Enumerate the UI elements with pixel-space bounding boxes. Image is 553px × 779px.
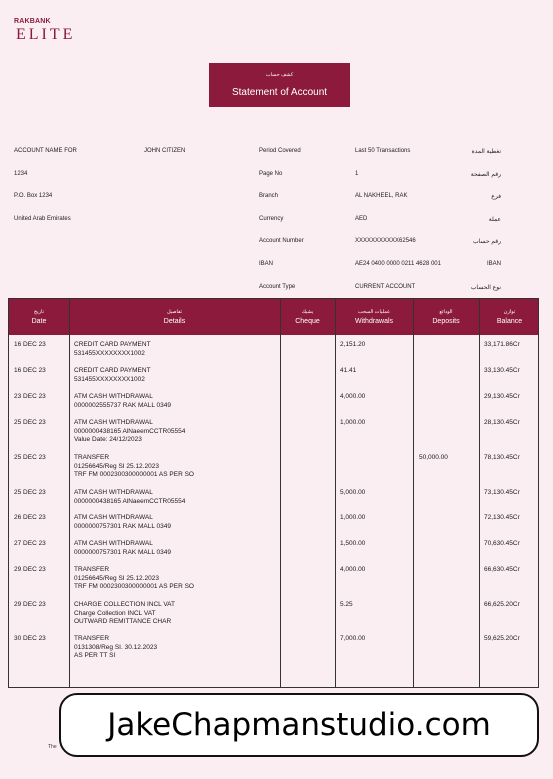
title-arabic: كشف حساب bbox=[265, 72, 294, 78]
column-header-arabic: الودائع bbox=[439, 309, 453, 315]
detail-line: 01256645/Reg SI 25.12.2023 bbox=[74, 574, 159, 582]
detail-line: 531455XXXXXXXX1002 bbox=[74, 375, 145, 383]
column-header bbox=[69, 299, 280, 335]
column-header-english: Balance bbox=[496, 318, 523, 325]
column-divider bbox=[335, 299, 336, 687]
cell-withdrawal: 5,000.00 bbox=[340, 489, 366, 496]
detail-line: ATM CASH WITHDRAWAL bbox=[74, 540, 153, 547]
detail-label: Account Type bbox=[259, 284, 296, 290]
detail-line: ATM CASH WITHDRAWAL bbox=[74, 419, 153, 426]
account-name-value: JOHN CITIZEN bbox=[144, 148, 186, 154]
cell-balance: 33,130.45Cr bbox=[484, 367, 520, 374]
detail-line: TRF FM 0002300300000001 AS PER SO bbox=[74, 471, 194, 478]
detail-label: IBAN bbox=[259, 261, 274, 267]
detail-value: CURRENT ACCOUNT bbox=[355, 284, 416, 290]
detail-label: Period Covered bbox=[259, 148, 301, 154]
cell-date: 16 DEC 23 bbox=[14, 367, 46, 374]
detail-line: CHARGE COLLECTION INCL VAT bbox=[74, 601, 176, 608]
detail-value: 1 bbox=[355, 171, 359, 177]
column-header-arabic: تفاصيل bbox=[167, 309, 182, 315]
column-header bbox=[413, 299, 479, 335]
detail-line: ATM CASH WITHDRAWAL bbox=[74, 393, 153, 400]
cell-details bbox=[74, 341, 151, 358]
detail-line: Charge Collection INCL VAT bbox=[74, 609, 156, 617]
cell-date: 29 DEC 23 bbox=[14, 601, 46, 608]
column-header-english: Withdrawals bbox=[354, 318, 394, 325]
cell-details bbox=[74, 454, 194, 480]
column-header-english: Cheque bbox=[295, 318, 320, 325]
column-header-arabic: تاريخ bbox=[34, 309, 44, 315]
detail-line: 01256645/Reg SI 25.12.2023 bbox=[74, 462, 159, 470]
detail-line: CREDIT CARD PAYMENT bbox=[74, 341, 151, 348]
detail-arabic-label: عملة bbox=[488, 217, 501, 223]
detail-line: OUTWARD REMITTANCE CHAR bbox=[74, 618, 172, 625]
column-header-english: Details bbox=[163, 318, 186, 325]
detail-arabic-label: رقم الصفحة bbox=[470, 172, 501, 178]
cell-balance: 78,130.45Cr bbox=[484, 454, 520, 461]
cell-balance: 33,171.86Cr bbox=[484, 341, 520, 348]
detail-label: Branch bbox=[259, 193, 279, 199]
transactions-table bbox=[8, 298, 539, 688]
detail-value: AE24 0400 0000 0211 4628 001 bbox=[355, 261, 441, 267]
detail-label: Page No bbox=[259, 171, 283, 177]
column-divider bbox=[479, 299, 480, 687]
cell-date: 25 DEC 23 bbox=[14, 489, 46, 496]
column-header-arabic: توازن bbox=[503, 309, 516, 315]
column-header-english: Date bbox=[31, 318, 47, 325]
cell-balance: 70,630.45Cr bbox=[484, 540, 520, 547]
cell-details bbox=[74, 489, 185, 506]
cell-withdrawal: 41.41 bbox=[340, 367, 357, 374]
detail-line: 0131308/Reg SI. 30.12.2023 bbox=[74, 643, 158, 651]
detail-label: Currency bbox=[259, 216, 284, 222]
cell-date: 29 DEC 23 bbox=[14, 566, 46, 573]
column-divider bbox=[413, 299, 414, 687]
cell-balance: 72,130.45Cr bbox=[484, 514, 520, 521]
column-header-english: Deposits bbox=[432, 318, 460, 325]
address-line-3: United Arab Emirates bbox=[14, 216, 71, 222]
detail-line: 531455XXXXXXXX1002 bbox=[74, 349, 145, 357]
detail-line: 0000002555737 RAK MALL 0349 bbox=[74, 401, 171, 409]
watermark-banner: JakeChapmanstudio.com bbox=[59, 693, 539, 757]
detail-arabic-label: رقم حساب bbox=[473, 239, 501, 245]
detail-value: AL NAKHEEL, RAK bbox=[355, 193, 408, 199]
detail-arabic-label: تغطية المدة bbox=[471, 149, 501, 155]
cell-deposit: 50,000.00 bbox=[419, 454, 448, 461]
column-header bbox=[479, 299, 540, 335]
column-divider bbox=[69, 299, 70, 687]
cell-date: 27 DEC 23 bbox=[14, 540, 46, 547]
cell-date: 16 DEC 23 bbox=[14, 341, 46, 348]
cell-details bbox=[74, 514, 171, 531]
detail-line: 0000000757301 RAK MALL 0349 bbox=[74, 522, 171, 530]
detail-line: TRF FM 0002300300000001 AS PER SO bbox=[74, 583, 194, 590]
detail-arabic-label: IBAN bbox=[486, 261, 501, 267]
detail-line: TRANSFER bbox=[74, 566, 110, 573]
cell-details bbox=[74, 393, 171, 410]
cell-withdrawal: 7,000.00 bbox=[340, 635, 366, 642]
detail-value: AED bbox=[355, 216, 368, 222]
cell-balance: 28,130.45Cr bbox=[484, 419, 520, 426]
cell-balance: 66,630.45Cr bbox=[484, 566, 520, 573]
cell-withdrawal: 4,000.00 bbox=[340, 566, 366, 573]
detail-arabic-label: فرع bbox=[491, 194, 501, 200]
column-header bbox=[280, 299, 335, 335]
logo-elite-wordmark: ELITE bbox=[16, 26, 76, 43]
cell-balance: 73,130.45Cr bbox=[484, 489, 520, 496]
detail-line: TRANSFER bbox=[74, 454, 110, 461]
cell-details bbox=[74, 419, 185, 445]
column-header-arabic: عمليات السحب bbox=[357, 309, 391, 315]
cell-balance: 66,625.20Cr bbox=[484, 601, 520, 608]
cell-date: 30 DEC 23 bbox=[14, 635, 46, 642]
cell-withdrawal: 1,500.00 bbox=[340, 540, 366, 547]
detail-line: ATM CASH WITHDRAWAL bbox=[74, 489, 153, 496]
cell-date: 25 DEC 23 bbox=[14, 419, 46, 426]
column-divider bbox=[280, 299, 281, 687]
detail-line: AS PER TT SI bbox=[74, 652, 116, 659]
cell-details bbox=[74, 540, 171, 557]
detail-value: Last 50 Transactions bbox=[355, 148, 411, 154]
cell-withdrawal: 5.25 bbox=[340, 601, 353, 608]
cell-date: 25 DEC 23 bbox=[14, 454, 46, 461]
column-header bbox=[9, 299, 69, 335]
cell-withdrawal: 4,000.00 bbox=[340, 393, 366, 400]
cell-withdrawal: 2,151.20 bbox=[340, 341, 366, 348]
detail-label: Account Number bbox=[259, 238, 304, 244]
column-header bbox=[335, 299, 413, 335]
address-line-1: 1234 bbox=[14, 171, 28, 177]
detail-line: ATM CASH WITHDRAWAL bbox=[74, 514, 153, 521]
table-header bbox=[9, 299, 538, 335]
detail-value: XXXXXXXXXXX62546 bbox=[355, 238, 416, 244]
cell-date: 23 DEC 23 bbox=[14, 393, 46, 400]
column-header-arabic: يشيك bbox=[301, 309, 314, 315]
cell-details bbox=[74, 367, 151, 384]
title-english: Statement of Account bbox=[231, 87, 328, 98]
account-name-label: ACCOUNT NAME FOR bbox=[14, 148, 77, 154]
cell-balance: 29,130.45Cr bbox=[484, 393, 520, 400]
detail-line: TRANSFER bbox=[74, 635, 110, 642]
detail-line: 0000000757301 RAK MALL 0349 bbox=[74, 548, 171, 556]
cell-withdrawal: 1,000.00 bbox=[340, 514, 366, 521]
detail-line: 0000000438165 AlNaeemCCTR05554 bbox=[74, 427, 186, 435]
address-line-2: P.O. Box 1234 bbox=[14, 193, 53, 199]
detail-line: CREDIT CARD PAYMENT bbox=[74, 367, 151, 374]
logo-bank-name: RAKBANK bbox=[14, 18, 51, 25]
cell-details bbox=[74, 635, 157, 661]
cell-withdrawal: 1,000.00 bbox=[340, 419, 366, 426]
detail-arabic-label: نوع الحساب bbox=[470, 285, 501, 291]
cell-details bbox=[74, 566, 194, 592]
cell-details bbox=[74, 601, 175, 627]
detail-line: 0000000438165 AlNaeemCCTR05554 bbox=[74, 497, 186, 505]
cell-date: 26 DEC 23 bbox=[14, 514, 46, 521]
detail-line: Value Date: 24/12/2023 bbox=[74, 436, 142, 443]
cell-balance: 59,625.20Cr bbox=[484, 635, 520, 642]
statement-title-box bbox=[209, 63, 350, 107]
footer-text: The bbox=[48, 744, 57, 750]
